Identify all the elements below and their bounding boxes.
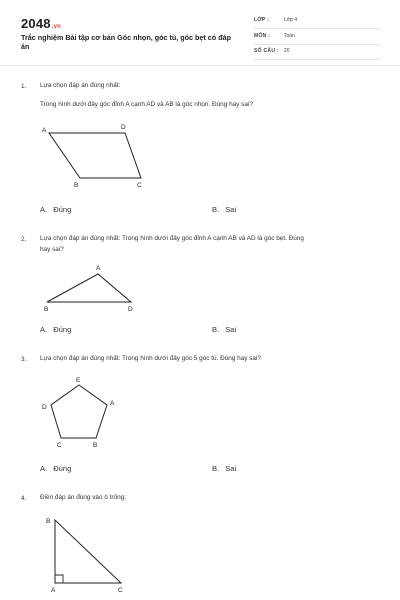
meta-class: [254, 16, 380, 29]
vertex-label: C: [118, 587, 123, 594]
option-text: Đúng: [53, 205, 72, 214]
option-text: Sai: [225, 325, 237, 334]
parallelogram-shape: [49, 133, 141, 178]
vertex-label: D: [128, 306, 133, 313]
pentagon-shape: [51, 385, 107, 438]
option-letter: A.: [40, 205, 48, 214]
right-triangle-shape: [55, 520, 121, 583]
meta-class-key: LỚP :: [254, 17, 270, 23]
divider: [254, 44, 380, 45]
vertex-label: E: [76, 377, 81, 384]
vertex-label: B: [44, 306, 49, 313]
option-letter: B.: [212, 325, 220, 334]
option-text: Sai: [225, 464, 237, 473]
logo-text: 2048: [21, 16, 51, 31]
question-3-option-b[interactable]: [212, 464, 236, 473]
divider: [254, 59, 380, 60]
question-3-text-1: Lựa chọn đáp án đúng nhất: Trong hình dưới đây góc 5 góc tù. Đúng hay sai?: [40, 355, 261, 362]
vertex-label: D: [121, 124, 126, 131]
question-2-text-1: Lựa chọn đáp án đúng nhất: Trong hình dưới đây góc đỉnh A cạnh AB và AD là góc bẹt. Đúng: [40, 235, 304, 242]
question-2-option-a[interactable]: [40, 325, 71, 334]
question-1-text-1: Lựa chọn đáp án đúng nhất:: [40, 82, 121, 89]
question-1-number: 1.: [21, 83, 27, 90]
question-1-option-b[interactable]: [212, 205, 236, 214]
question-1-text-2: Trong hình dưới đây góc đỉnh A cạnh AD và AB là góc nhọn. Đúng hay sai?: [40, 101, 253, 108]
vertex-label: C: [57, 442, 62, 449]
meta-subject: [254, 32, 380, 45]
site-logo[interactable]: [21, 16, 61, 31]
meta-subject-value: Toán: [284, 33, 295, 39]
question-3-number: 3.: [21, 356, 27, 363]
vertex-label: A: [96, 265, 101, 272]
option-text: Đúng: [53, 464, 72, 473]
divider: [254, 28, 380, 29]
option-text: Đúng: [53, 325, 72, 334]
vertex-label: B: [46, 518, 51, 525]
option-letter: B.: [212, 205, 220, 214]
meta-count: [254, 47, 380, 60]
page-title: Trắc nghiệm Bài tập cơ bản Góc nhọn, góc tù, góc bẹt có đáp án: [21, 33, 231, 51]
question-4-number: 4.: [21, 495, 27, 502]
triangle-shape: [47, 274, 131, 302]
vertex-label: A: [42, 127, 47, 134]
option-letter: B.: [212, 464, 220, 473]
question-4-text-1: Điền đáp án đúng vào ô trống:: [40, 494, 126, 501]
vertex-label: B: [74, 182, 79, 189]
meta-count-key: SỐ CÂU :: [254, 48, 279, 54]
question-3-option-a[interactable]: [40, 464, 71, 473]
meta-count-value: 20: [284, 48, 290, 54]
vertex-label: A: [110, 400, 115, 407]
vertex-label: C: [137, 182, 142, 189]
vertex-label: B: [93, 442, 98, 449]
question-2-option-b[interactable]: [212, 325, 236, 334]
vertex-label: D: [42, 404, 47, 411]
right-angle-marker: [55, 575, 63, 583]
logo-suffix: .vn: [51, 24, 62, 30]
option-text: Sai: [225, 205, 237, 214]
question-1-option-a[interactable]: [40, 205, 71, 214]
question-2-number: 2.: [21, 236, 27, 243]
header: [0, 0, 400, 66]
question-2-text-2: hay sai?: [40, 246, 64, 253]
vertex-label: A: [51, 587, 56, 594]
meta-class-value: Lớp 4: [284, 17, 298, 23]
meta-subject-key: MÔN :: [254, 33, 271, 39]
option-letter: A.: [40, 325, 48, 334]
option-letter: A.: [40, 464, 48, 473]
